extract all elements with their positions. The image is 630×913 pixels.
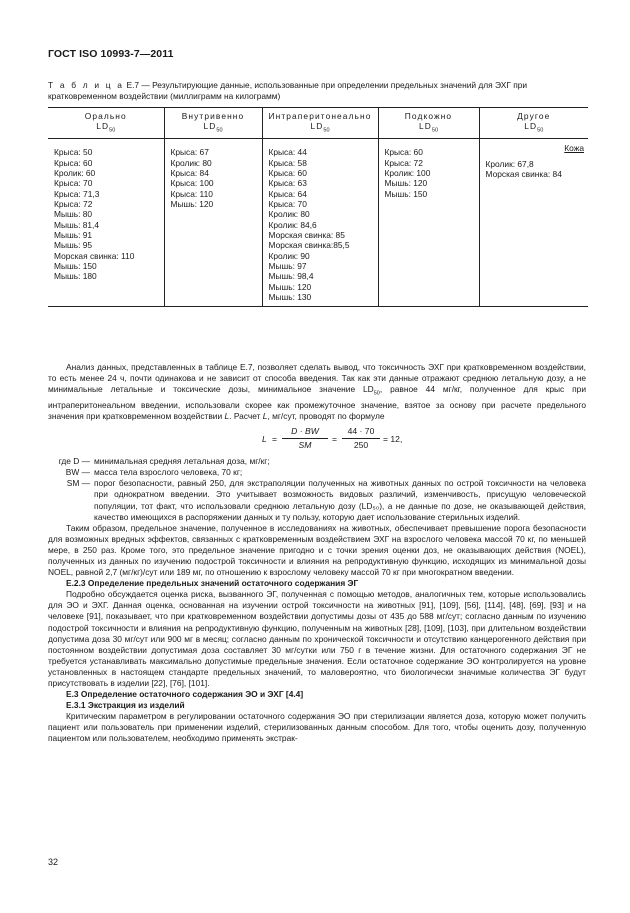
table-value: Крыса: 64 — [268, 188, 307, 199]
table-value: Крыса: 100 — [170, 178, 214, 189]
table-value: Кролик: 60 — [54, 168, 96, 179]
table-value: Крыса: 84 — [170, 168, 209, 179]
table-value: Кролик: 84,6 — [268, 219, 317, 230]
body-text — [48, 362, 586, 745]
table-value: Мышь: 80 — [54, 209, 93, 220]
table-value: Мышь: 97 — [268, 261, 307, 272]
table-value: Кролик: 90 — [268, 250, 310, 261]
table-value: Мышь: 95 — [54, 240, 93, 251]
table-value: Крыса: 72 — [54, 199, 93, 210]
table-value: Мышь: 120 — [170, 199, 214, 210]
table-value: Крыса: 72 — [384, 157, 423, 168]
table-cell — [479, 139, 588, 306]
table-value: Крыса: 58 — [268, 157, 307, 168]
table-value: Крыса: 63 — [268, 178, 307, 189]
table-value: Крыса: 44 — [268, 147, 307, 158]
section-e23-heading: Е.2.3 Определение предельных значений остаточного содержания ЭГ — [66, 578, 359, 589]
table-value: Крыса: 60 — [54, 157, 93, 168]
definition-item: SM — порог безопасности, равный 250, для экстраполяции полученных на животных данных по острой токсичности на человека при однократном введении. Это учитывает возможность видовых различий, изменчивость, присущую человеческой популяции, тот факт, что использовали среднюю летальную дозу (LD₅₀), а не данные по дозе, не оказывающей действия, качество имеющихся в распоряжении данных и ту пользу, которую дает использование стерильных изделий. — [66, 478, 586, 522]
table-value: Крыса: 67 — [170, 147, 209, 158]
formula-fraction-2: $\frac{44 \cdot 70}{250}$ — [342, 426, 380, 451]
table-value: Мышь: 91 — [54, 230, 93, 241]
formula-fraction-1: $\frac{D \cdot BW}{SM}$ — [282, 426, 328, 451]
table-value: Кролик: 100 — [384, 168, 431, 179]
table-value: Мышь: 180 — [54, 271, 97, 282]
column-header: Внутривенно $LD_{50}$ — [164, 108, 262, 139]
definition-item: где D — минимальная средняя летальная доза, мг/кг; — [58, 456, 270, 467]
caption-text: Е.7 — Результирующие данные, использованные при определении предельных значений для ЭХГ при кратковременном воздействии (миллиграмм на килограмм) — [48, 80, 528, 101]
table-value: Кролик: 80 — [170, 157, 212, 168]
definition-item: BW — масса тела взрослого человека, 70 кг; — [65, 467, 243, 478]
table-value: Кролик: 67,8 — [485, 158, 534, 169]
paragraph-analysis: Анализ данных, представленных в таблице Е.7, позволяет сделать вывод, что токсичность ЭХГ при кратковременном воздействии, то есть менее 24 ч, почти одинакова и не зависит от способа введения. Так как эти данные отражают среднюю летальную дозу, а не минимальные летальные и токсические дозы, минимальное значение $LD_{50}$, равное 44 мг/кг, полученное для крыс при интраперитонеальном введении, использовали скорее как промежуточное значение, взятое за основу при расчете предельного значения при кратковременном воздействии L. Расчет L, мг/сут, проводят по формуле — [48, 362, 586, 422]
table-data-row — [48, 139, 588, 306]
table-value: Мышь: 81,4 — [54, 219, 100, 230]
table-value: Крыса: 70 — [268, 199, 307, 210]
table-value: Мышь: 120 — [384, 178, 428, 189]
column-header: Орально $LD_{50}$ — [48, 108, 164, 139]
table-value: Мышь: 98,4 — [268, 271, 314, 282]
formula-lhs: L — [262, 434, 267, 445]
paragraph-extraction: Критическим параметром в регулировании остаточного содержания ЭО при стерилизации является доза, которую может получить пациент или пользователь при применении изделий, стерилизованных данным способом. Для того, чтобы оценить дозу, полученную пациентом или пользователем, необходимо применять экстрак- — [48, 711, 586, 744]
table-value: Крыса: 60 — [384, 147, 423, 158]
table-value: Морская свинка: 110 — [54, 250, 135, 261]
standard-header: ГОСТ ISO 10993-7—2011 — [48, 48, 174, 60]
page-number: 32 — [48, 857, 59, 867]
column-header: Подкожно $LD_{50}$ — [378, 108, 479, 139]
paragraph-eg: Подробно обсуждается оценка риска, вызванного ЭГ, полученная с помощью методов, аналогичных тем, которые использовались для ЭО и ЭХГ. Данная оценка, основанная на изучении острой токсичности на животных [91], [109], [56], [114], [48], [69], [93] и на человеке [91], показывает, что при кратковременном воздействии допустимы дозы от 435 до 588 мг/сут; согласно данным по изучению подострой токсичности и влияния на репродуктивную функцию, полученным на животных [28], [109], [103], при длительном воздействии допустима доза 30 мг/сут или 900 мг в месяц; согласно данным по хронической токсичности и отсутствию канцерогенного действия при постоянном воздействии допустимая доза составляет 30 мг/сутки или 750 г в течение жизни. Для остаточного содержания ЭГ не требуется устанавливать максимально допустимые предельные значения. Если остаточное содержание ЭО контролируется на уровне установленных в настоящем стандарте предельных значений, то маловероятно, что биологически значимые количества ЭГ будут присутствовать в изделии [22], [76], [101]. — [48, 589, 586, 689]
table-cell — [378, 139, 479, 306]
table-value: Крыса: 70 — [54, 178, 93, 189]
caption-prefix: Т а б л и ц а — [48, 80, 125, 90]
table-header-row — [48, 108, 588, 139]
section-e3-heading: Е.3 Определение остаточного содержания ЭО и ЭХГ [4.4] — [66, 689, 304, 700]
table-value: Крыса: 50 — [54, 147, 93, 158]
table-value: Крыса: 71,3 — [54, 188, 100, 199]
subheader-skin: Кожа — [564, 143, 584, 154]
table-value: Морская свинка:85,5 — [268, 240, 350, 251]
table-value: Кролик: 80 — [268, 209, 310, 220]
formula-result: = 12, — [383, 434, 403, 445]
table-cell — [164, 139, 262, 306]
table-cell — [48, 139, 164, 306]
formula: L = $\frac{D \cdot BW}{SM}$ = $\frac{44 \cdot 70}{250}$ = 12, — [262, 426, 403, 451]
table-value: Морская свинка: 84 — [485, 169, 562, 180]
section-e31-heading: Е.3.1 Экстракция из изделий — [66, 700, 185, 711]
definitions-list — [48, 456, 586, 523]
table-cell — [262, 139, 378, 306]
table-value: Мышь: 150 — [384, 188, 428, 199]
table-value: Мышь: 150 — [54, 261, 97, 272]
paragraph-threshold: Таким образом, предельное значение, полученное в исследованиях на животных, обеспечивает превышение порога безопасности для возможных вредных эффектов, связанных с кратковременным воздействием ЭХГ на взрослого человека массой 70 кг, по меньшей мере, в 250 раз. Кроме того, это предельное значение пригодно и с точки зрения оценки доз, не оказывающих действия (NOEL), полученных из данных по изучению подострой токсичности и влияния на репродуктивную функцию, исходящих из минимальной дозы NOEL, равной 2,7 (мг/кг)/сут или 189 мг, по отношению к взрослому человеку массой 70 кг при многократном введении. — [48, 522, 586, 578]
table-value: Крыса: 110 — [170, 188, 213, 199]
table-value: Морская свинка: 85 — [268, 230, 345, 241]
table-caption — [48, 80, 586, 102]
table-value: Мышь: 130 — [268, 292, 312, 303]
table-value: Мышь: 120 — [268, 281, 312, 292]
column-header: Интраперитонеально $LD_{50}$ — [262, 108, 378, 139]
ld50-table — [48, 107, 588, 307]
column-header: Другое $LD_{50}$ — [479, 108, 588, 139]
table-value: Крыса: 60 — [268, 168, 307, 179]
